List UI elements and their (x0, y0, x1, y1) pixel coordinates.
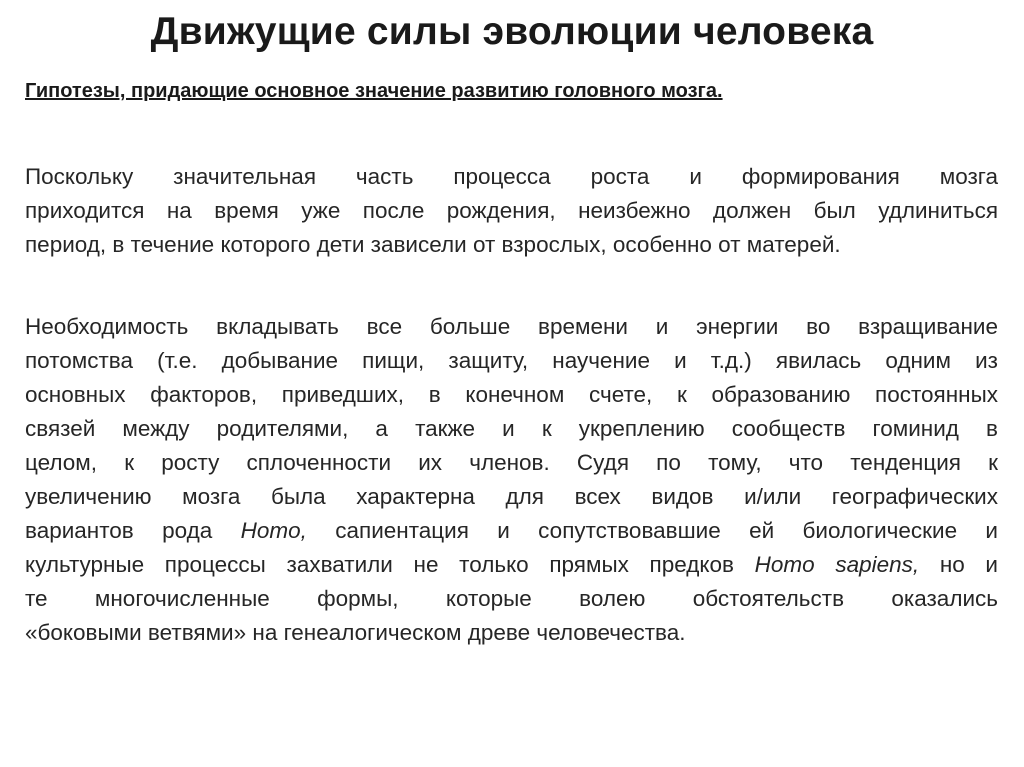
line-text: вариантов рода (25, 518, 241, 543)
paragraph-2 (25, 310, 998, 650)
paragraph-1-line: приходится на время уже после рождения, неизбежно должен был удлиниться (25, 198, 998, 223)
slide-title: Движущие силы эволюции человека (150, 10, 874, 53)
genus-name-italic: Homo, (240, 518, 307, 543)
paragraph-2-line (25, 514, 998, 548)
line-text: сапиентация и сопутствовавшие ей биологические и (306, 518, 998, 543)
paragraph-2-line: увеличению мозга была характерна для всех видов и/или географических (25, 484, 998, 509)
paragraph-2-line: потомства (т.е. добывание пищи, защиту, научение и т.д.) явилась одним из (25, 348, 998, 373)
slide-subtitle: Гипотезы, придающие основное значение развитию головного мозга. (25, 80, 723, 102)
paragraph-2-line (25, 548, 998, 582)
paragraph-1 (25, 160, 998, 262)
paragraph-2-line: связей между родителями, а также и к укреплению сообществ гоминид в (25, 416, 998, 441)
paragraph-2-line: «боковыми ветвями» на генеалогическом древе человечества. (25, 620, 686, 645)
line-text: но и (919, 552, 998, 577)
paragraph-2-line: основных факторов, приведших, в конечном счете, к образованию постоянных (25, 382, 998, 407)
paragraph-1-line: Поскольку значительная часть процесса роста и формирования мозга (25, 164, 998, 189)
species-name-italic: Homo sapiens, (754, 552, 920, 577)
paragraph-2-line: Необходимость вкладывать все больше времени и энергии во взращивание (25, 314, 998, 339)
line-text: культурные процессы захватили не только прямых предков (25, 552, 755, 577)
paragraph-2-line: те многочисленные формы, которые волею обстоятельств оказались (25, 586, 998, 611)
paragraph-2-line: целом, к росту сплоченности их членов. Судя по тому, что тенденция к (25, 450, 998, 475)
paragraph-1-line: период, в течение которого дети зависели от взрослых, особенно от матерей. (25, 232, 841, 257)
